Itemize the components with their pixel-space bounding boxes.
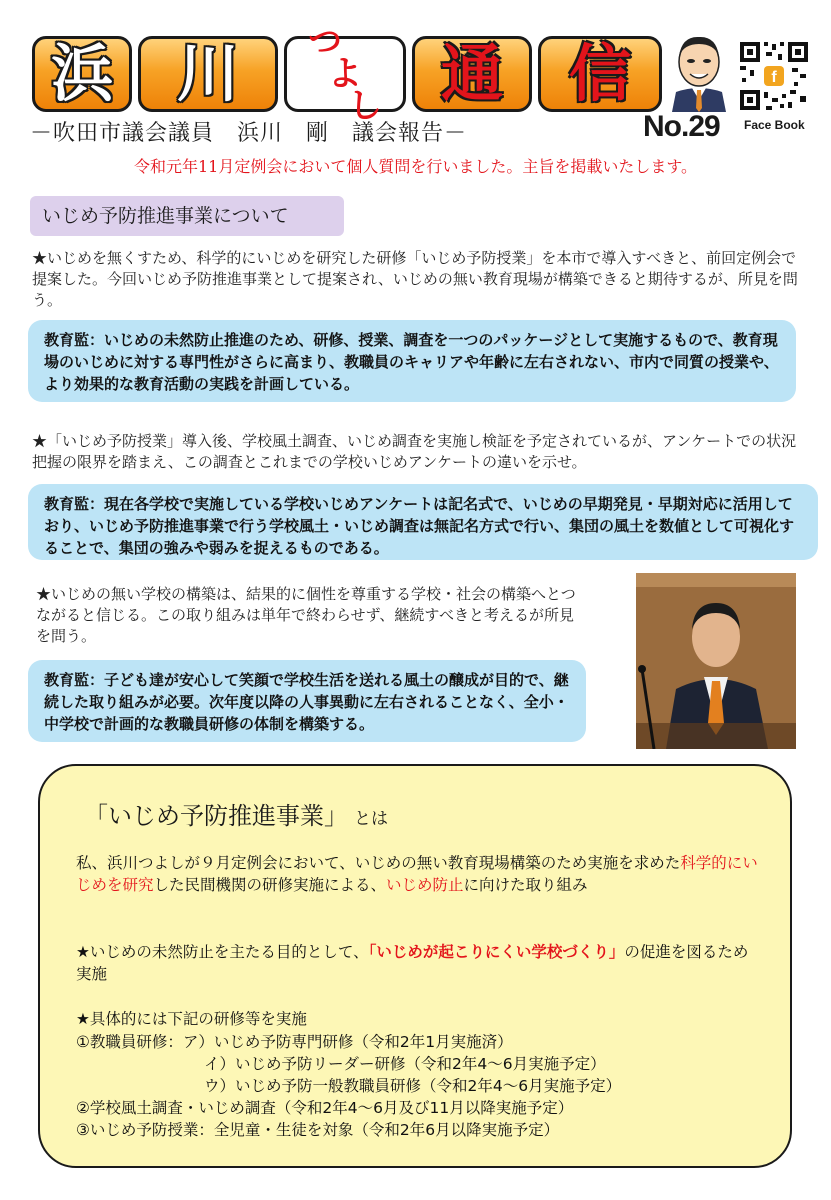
answer-3: 教育監：子ども達が安心して笑顔で学校生活を送れる風土の醸成が目的で、継続した取り組みが必要。次年度以降の人事異動に左右されることなく、全小・中学校で計画的な教職員研修の体制を構築する。: [28, 660, 586, 742]
definition-item-3: ウ）いじめ予防一般教職員研修（令和2年4～6月実施予定）: [204, 1077, 622, 1095]
title-char-shin: 信: [538, 36, 662, 112]
question-1: ★いじめを無くすため、科学的にいじめを研究した研修「いじめ予防授業」を本市で導入すべきと、前回定例会で提案した。今回いじめ予防推進事業として提案され、いじめの無い教育現場が構築できると期待するが、所見を問う。: [32, 249, 798, 309]
masthead-subtitle: －吹田市議会議員 浜川 剛 議会報告－: [30, 121, 468, 146]
qr-code-icon[interactable]: [738, 40, 810, 112]
definition-title: [84, 796, 388, 831]
question-3: ★いじめの無い学校の構築は、結果的に個性を尊重する学校・社会の構築へとつながると信じる。この取り組みは単年で終わらせず、継続すべきと考えるが所見を問う。: [36, 585, 576, 645]
title-char-hama: 浜: [32, 36, 132, 112]
definition-title-main: 「いじめ予防推進事業」: [84, 802, 348, 830]
def-p1-a: 私、浜川つよしが９月定例会において、いじめの無い教育現場構築のため実施を求めた: [76, 854, 681, 872]
tsuyoshi-char-2: よ: [328, 53, 362, 94]
def-p2-a: ★いじめの未然防止を主たる目的として、: [76, 943, 369, 961]
def-p1-red1: 科学的にいじめを研究: [76, 854, 758, 894]
answer-2: 教育監：現在各学校で実施している学校いじめアンケートは記名式で、いじめの早期発見・早期対応に活用しており、いじめ予防推進事業で行う学校風土・いじめ調査は無記名方式で行い、集団の風土を数値として可視化することで、集団の強みや弱みを捉えるものである。: [28, 484, 818, 560]
def-p2-red: 「いじめが起こりにくい学校づくり」: [368, 943, 625, 961]
definition-title-suffix: とは: [354, 809, 388, 829]
def-p2-b: の促進を図るため実施: [76, 943, 749, 983]
definition-item-4: ②学校風土調査・いじめ調査（令和2年4～6月及び11月以降実施予定）: [76, 1099, 574, 1117]
definition-paragraph-2: [76, 941, 762, 985]
answer-1: 教育監：いじめの未然防止推進のため、研修、授業、調査を一つのパッケージとして実施するもので、教育現場のいじめに対する専門性がさらに高まり、教職員のキャリアや年齢に左右されない、市内で同質の授業や、より効果的な教育活動の実践を計画している。: [28, 320, 796, 402]
title-char-kawa: 川: [138, 36, 278, 112]
title-char-tsu: 通: [412, 36, 532, 112]
def-p1-c: に向けた取り組み: [463, 876, 588, 894]
definition-paragraph-1: [76, 852, 762, 896]
tsuyoshi-char-3: し: [348, 86, 382, 127]
definition-item-1: ①教職員研修：ア）いじめ予防専門研修（令和2年1月実施済）: [76, 1033, 513, 1051]
caricature-portrait-icon: [668, 28, 730, 112]
def-p1-b: した民間機関の研修実施による、: [153, 876, 387, 894]
definition-item-2: イ）いじめ予防リーダー研修（令和2年4～6月実施予定）: [204, 1055, 606, 1073]
question-2: ★「いじめ予防授業」導入後、学校風土調査、いじめ調査を実施し検証を予定されているが、アンケートでの状況把握の限界を踏まえ、この調査とこれまでの学校いじめアンケートの違いを示せ。: [32, 432, 797, 471]
section-title: いじめ予防推進事業について: [30, 196, 344, 236]
issue-number: No.29: [643, 110, 720, 143]
councillor-photo: [636, 573, 796, 749]
speaker-photo-icon: [636, 573, 796, 749]
facebook-label: Face Book: [744, 118, 805, 132]
definition-item-5: ③いじめ予防授業：全児童・生徒を対象（令和2年6月以降実施予定）: [76, 1121, 560, 1139]
def-p1-red2: いじめ防止: [386, 876, 464, 894]
announcement: 令和元年11月定例会において個人質問を行いました。主旨を掲載いたします。: [133, 157, 698, 176]
title-tsuyoshi: [284, 21, 406, 127]
tsuyoshi-char-1: つ: [308, 21, 342, 62]
svg-text:f: f: [771, 69, 777, 86]
definition-list-heading: ★具体的には下記の研修等を実施: [76, 1010, 307, 1028]
